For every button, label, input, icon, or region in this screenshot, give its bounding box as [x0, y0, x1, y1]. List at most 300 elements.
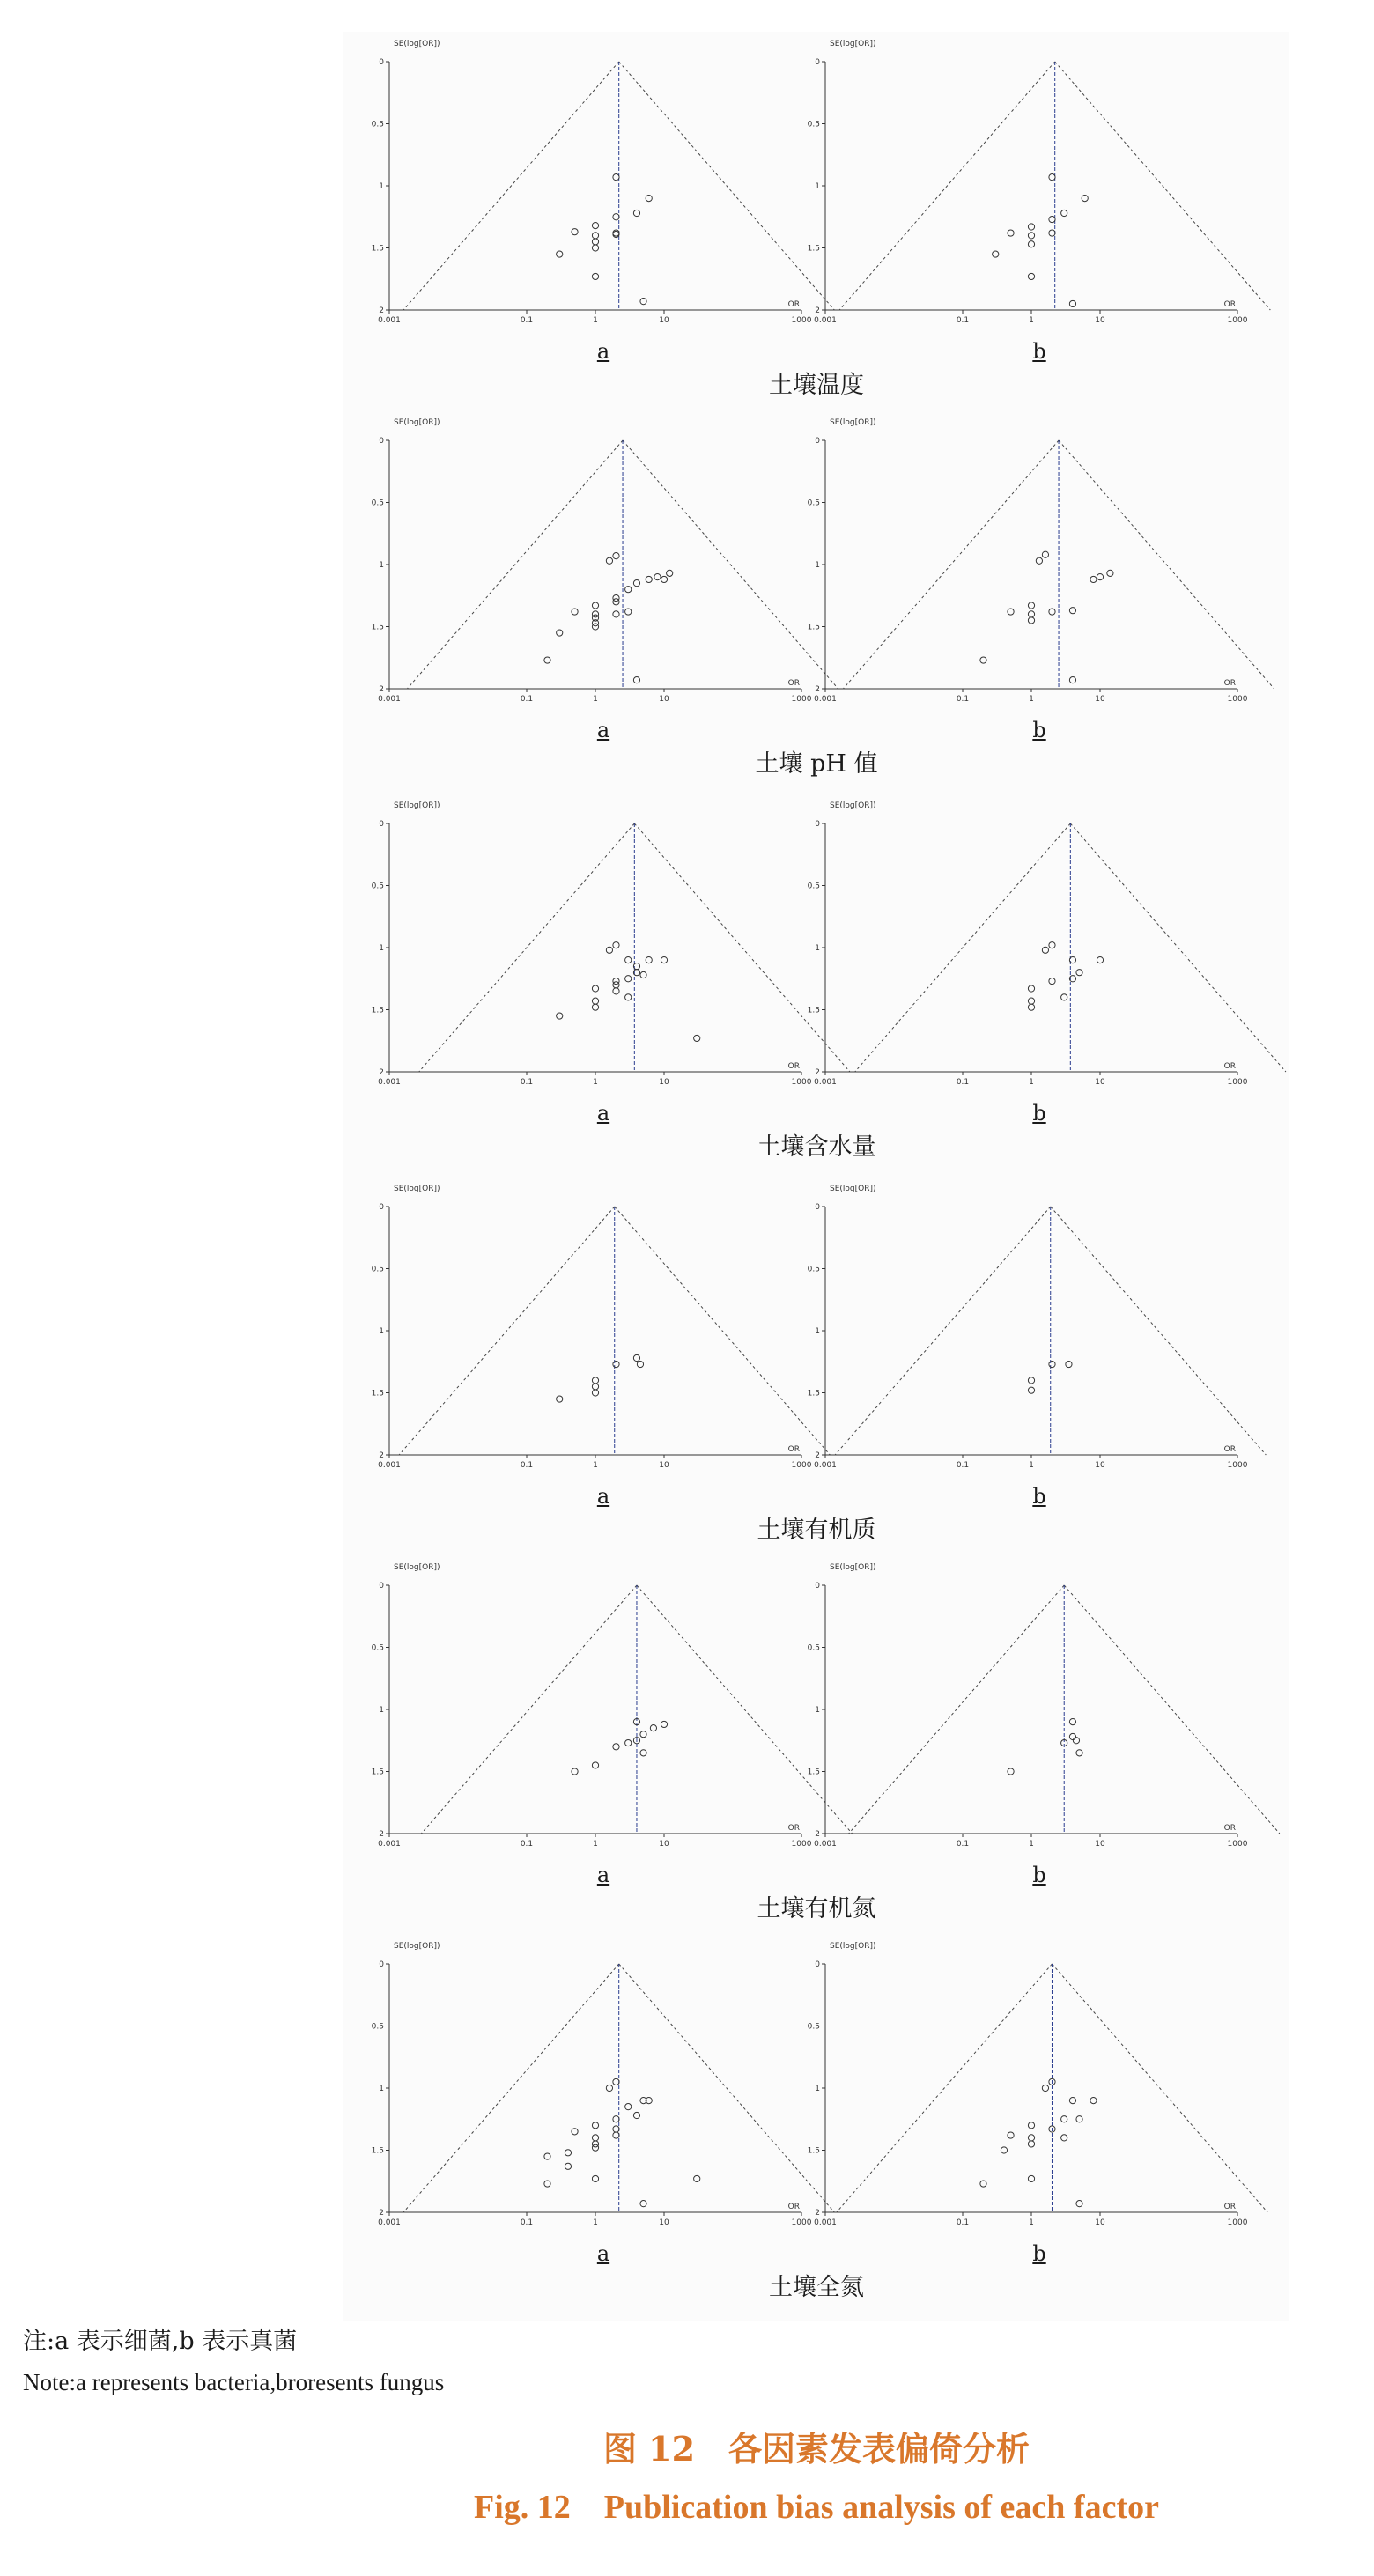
- study-point: [1069, 1719, 1075, 1725]
- y-axis-label: SE(log[OR]): [830, 1185, 876, 1193]
- x-tick-label: 1000: [791, 1078, 812, 1087]
- study-point: [1028, 1004, 1034, 1010]
- funnel-right-line: [1055, 62, 1271, 310]
- x-tick-label: 0.1: [520, 2218, 534, 2227]
- funnel-right-line: [1052, 1964, 1267, 2212]
- study-point: [544, 2181, 550, 2187]
- study-point: [557, 630, 563, 636]
- study-point: [613, 214, 619, 220]
- x-tick-label: 1: [1029, 316, 1034, 325]
- study-point: [1076, 970, 1082, 976]
- study-point: [613, 599, 619, 605]
- y-tick-label: 1.5: [371, 2146, 384, 2156]
- x-tick-label: 1: [593, 1461, 598, 1470]
- study-point: [625, 976, 632, 982]
- study-point: [1028, 617, 1034, 624]
- study-point: [1028, 998, 1034, 1004]
- x-tick-label: 1: [593, 316, 598, 325]
- x-tick-label: 10: [659, 1461, 669, 1470]
- y-axis-label: SE(log[OR]): [394, 801, 440, 810]
- study-point: [646, 196, 652, 202]
- y-tick-label: 1.5: [807, 1006, 820, 1015]
- panel-label: b: [1032, 2241, 1046, 2266]
- study-point: [1097, 957, 1103, 963]
- y-tick-label: 1.5: [371, 1006, 384, 1015]
- funnel-right-line: [1059, 440, 1274, 689]
- study-point: [544, 657, 550, 663]
- x-tick-label: 10: [1095, 2218, 1105, 2227]
- study-point: [1061, 2135, 1067, 2141]
- y-axis-label: SE(log[OR]): [830, 1942, 876, 1951]
- x-axis-label: OR: [787, 1824, 800, 1833]
- study-point: [625, 609, 632, 615]
- study-point: [1001, 2147, 1007, 2153]
- study-point: [592, 273, 598, 279]
- y-tick-label: 0: [379, 1960, 384, 1969]
- study-point: [1008, 2132, 1014, 2138]
- x-tick-label: 1000: [1227, 2218, 1248, 2227]
- funnel-plot-rows-3-panels-1: [806, 1180, 1246, 1471]
- funnel-plot-rows-4-panels-1: [806, 1559, 1246, 1849]
- study-point: [613, 2126, 619, 2132]
- study-point: [613, 174, 619, 181]
- panel-label: b: [1032, 1101, 1046, 1126]
- study-point: [1028, 2135, 1034, 2141]
- y-tick-label: 2: [379, 1830, 384, 1839]
- y-axis-label: SE(log[OR]): [830, 801, 876, 810]
- y-axis-label: SE(log[OR]): [394, 418, 440, 427]
- x-axis-label: OR: [1223, 1824, 1236, 1833]
- study-point: [1069, 2098, 1075, 2104]
- x-tick-label: 0.001: [814, 1840, 837, 1849]
- funnel-right-line: [1051, 1207, 1267, 1455]
- study-point: [1066, 1361, 1072, 1367]
- study-point: [1028, 241, 1034, 247]
- study-point: [633, 2112, 639, 2118]
- y-tick-label: 1.5: [371, 1768, 384, 1777]
- study-point: [1049, 978, 1055, 984]
- study-point: [1042, 947, 1048, 953]
- study-point: [661, 576, 667, 582]
- x-tick-label: 0.1: [956, 695, 970, 704]
- row-title: 土壤有机质: [757, 1517, 876, 1544]
- x-tick-label: 0.001: [378, 695, 401, 704]
- study-point: [606, 557, 612, 564]
- study-point: [661, 1721, 667, 1727]
- panel-label: b: [1032, 339, 1046, 364]
- study-point: [613, 611, 619, 617]
- x-tick-label: 1000: [791, 316, 812, 325]
- x-tick-label: 10: [659, 695, 669, 704]
- x-tick-label: 0.001: [814, 316, 837, 325]
- y-tick-label: 1.5: [807, 623, 820, 632]
- x-tick-label: 1: [1029, 2218, 1034, 2227]
- study-point: [1076, 2116, 1082, 2122]
- x-tick-label: 10: [1095, 1461, 1105, 1470]
- x-tick-label: 10: [1095, 695, 1105, 704]
- x-tick-label: 1: [1029, 1840, 1034, 1849]
- x-tick-label: 0.1: [956, 1461, 970, 1470]
- study-point: [633, 1354, 639, 1361]
- y-axis-label: SE(log[OR]): [830, 40, 876, 48]
- x-tick-label: 1000: [791, 2218, 812, 2227]
- row-title: 土壤含水量: [757, 1133, 876, 1161]
- x-tick-label: 10: [1095, 316, 1105, 325]
- study-point: [606, 2085, 612, 2091]
- study-point: [661, 957, 667, 963]
- study-point: [1073, 1738, 1079, 1744]
- y-axis-label: SE(log[OR]): [394, 1942, 440, 1951]
- study-point: [1028, 1377, 1034, 1384]
- funnel-left-line: [839, 62, 1055, 310]
- y-tick-label: 0: [815, 58, 820, 67]
- y-tick-label: 1: [379, 182, 384, 191]
- study-point: [572, 1768, 578, 1775]
- study-point: [592, 998, 598, 1004]
- y-tick-label: 1: [815, 182, 820, 191]
- x-tick-label: 0.001: [378, 1461, 401, 1470]
- study-point: [1028, 224, 1034, 230]
- study-point: [654, 574, 661, 580]
- y-tick-label: 0.5: [807, 1643, 820, 1653]
- x-tick-label: 1000: [791, 695, 812, 704]
- study-point: [1049, 609, 1055, 615]
- y-tick-label: 0.5: [371, 498, 384, 508]
- study-point: [1036, 557, 1042, 564]
- row-title: 土壤温度: [769, 372, 864, 399]
- study-point: [557, 1013, 563, 1019]
- study-point: [613, 2116, 619, 2122]
- y-tick-label: 2: [379, 685, 384, 694]
- x-tick-label: 1000: [1227, 316, 1248, 325]
- study-point: [1028, 2175, 1034, 2181]
- study-point: [633, 210, 639, 216]
- x-tick-label: 1: [1029, 1078, 1034, 1087]
- x-tick-label: 0.1: [956, 1078, 970, 1087]
- study-point: [1069, 1733, 1075, 1739]
- study-point: [625, 2104, 632, 2110]
- study-point: [592, 624, 598, 630]
- study-point: [592, 1004, 598, 1010]
- study-point: [1076, 1750, 1082, 1756]
- study-point: [1069, 957, 1075, 963]
- study-point: [1049, 230, 1055, 236]
- caption-cn: 图 12 各因素发表偏倚分析: [602, 2429, 1030, 2469]
- study-point: [592, 2175, 598, 2181]
- study-point: [694, 2175, 700, 2181]
- x-tick-label: 1: [593, 1840, 598, 1849]
- study-point: [640, 1750, 646, 1756]
- study-point: [592, 611, 598, 617]
- study-point: [1076, 2201, 1082, 2207]
- y-tick-label: 1.5: [371, 1389, 384, 1399]
- panel-label: a: [596, 718, 610, 742]
- study-point: [592, 985, 598, 992]
- panel-label: a: [596, 1863, 610, 1887]
- x-axis-label: OR: [1223, 300, 1236, 309]
- study-point: [993, 251, 999, 257]
- x-tick-label: 0.1: [956, 1840, 970, 1849]
- y-tick-label: 2: [379, 1068, 384, 1077]
- x-tick-label: 1000: [791, 1840, 812, 1849]
- funnel-plot-rows-3-panels-0: [370, 1180, 810, 1471]
- x-tick-label: 1: [1029, 1461, 1034, 1470]
- funnel-left-line: [407, 440, 623, 689]
- study-point: [1042, 2085, 1048, 2091]
- study-point: [606, 947, 612, 953]
- y-tick-label: 1.5: [807, 1768, 820, 1777]
- x-tick-label: 0.001: [378, 316, 401, 325]
- x-tick-label: 0.001: [378, 1078, 401, 1087]
- y-tick-label: 1: [815, 944, 820, 953]
- panel-label: a: [596, 2241, 610, 2266]
- funnel-left-line: [855, 823, 1071, 1072]
- caption-en: Fig. 12 Publication bias analysis of each factor: [474, 2489, 1159, 2526]
- funnel-left-line: [835, 1207, 1051, 1455]
- y-axis-label: SE(log[OR]): [830, 1563, 876, 1572]
- study-point: [640, 1731, 646, 1738]
- y-tick-label: 0: [379, 1203, 384, 1212]
- y-tick-label: 1: [815, 1327, 820, 1336]
- y-axis-label: SE(log[OR]): [394, 1185, 440, 1193]
- study-point: [592, 2135, 598, 2141]
- study-point: [572, 609, 578, 615]
- study-point: [1090, 576, 1097, 582]
- x-tick-label: 1: [593, 695, 598, 704]
- study-point: [1028, 2122, 1034, 2129]
- panel-label: a: [596, 339, 610, 364]
- y-tick-label: 2: [379, 1451, 384, 1460]
- funnel-left-line: [399, 1207, 615, 1455]
- study-point: [694, 1035, 700, 1041]
- study-point: [613, 553, 619, 559]
- funnel-right-line: [615, 1207, 831, 1455]
- x-axis-label: OR: [1223, 2203, 1236, 2211]
- y-tick-label: 0: [815, 1203, 820, 1212]
- panel-label: a: [596, 1484, 610, 1509]
- x-tick-label: 0.001: [378, 2218, 401, 2227]
- y-tick-label: 2: [815, 306, 820, 315]
- x-tick-label: 0.1: [520, 1078, 534, 1087]
- study-point: [572, 229, 578, 235]
- panel-label: b: [1032, 1484, 1046, 1509]
- note-cn: 注:a 表示细菌,b 表示真菌: [23, 2328, 298, 2355]
- study-point: [1069, 300, 1075, 306]
- study-point: [613, 1361, 619, 1367]
- funnel-plot-rows-0-panels-1: [806, 35, 1246, 326]
- study-point: [592, 1377, 598, 1384]
- y-tick-label: 0: [379, 1582, 384, 1591]
- x-axis-label: OR: [1223, 679, 1236, 688]
- x-tick-label: 0.1: [520, 316, 534, 325]
- x-axis-label: OR: [787, 300, 800, 309]
- study-point: [1061, 994, 1067, 1000]
- y-tick-label: 1: [379, 944, 384, 953]
- study-point: [565, 2150, 571, 2156]
- y-tick-label: 1: [379, 561, 384, 570]
- x-tick-label: 1000: [1227, 1840, 1248, 1849]
- study-point: [1090, 2098, 1097, 2104]
- study-point: [592, 2144, 598, 2151]
- y-tick-label: 2: [815, 1451, 820, 1460]
- funnel-plot-rows-1-panels-1: [806, 414, 1246, 705]
- study-point: [625, 587, 632, 593]
- y-tick-label: 1.5: [371, 244, 384, 254]
- y-tick-label: 2: [379, 2209, 384, 2218]
- y-tick-label: 2: [815, 1068, 820, 1077]
- study-point: [613, 988, 619, 994]
- study-point: [640, 971, 646, 978]
- study-point: [613, 2132, 619, 2138]
- study-point: [633, 677, 639, 683]
- funnel-plot-rows-4-panels-0: [370, 1559, 810, 1849]
- y-tick-label: 1.5: [371, 623, 384, 632]
- study-point: [592, 1762, 598, 1768]
- study-point: [557, 251, 563, 257]
- row-title: 土壤 pH 值: [755, 750, 878, 778]
- study-point: [1082, 196, 1088, 202]
- y-tick-label: 1: [815, 561, 820, 570]
- y-tick-label: 0.5: [371, 1643, 384, 1653]
- y-axis-label: SE(log[OR]): [394, 1563, 440, 1572]
- y-tick-label: 0.5: [807, 498, 820, 508]
- y-tick-label: 1.5: [807, 1389, 820, 1399]
- y-tick-label: 2: [815, 2209, 820, 2218]
- study-point: [572, 2129, 578, 2135]
- y-tick-label: 0.5: [371, 882, 384, 891]
- study-point: [1028, 985, 1034, 992]
- y-tick-label: 0: [815, 1582, 820, 1591]
- x-tick-label: 0.1: [956, 2218, 970, 2227]
- study-point: [592, 602, 598, 609]
- funnel-plot-rows-5-panels-1: [806, 1938, 1246, 2228]
- funnel-left-line: [849, 1585, 1065, 1834]
- study-point: [613, 2078, 619, 2085]
- study-point: [544, 2153, 550, 2159]
- y-tick-label: 0.5: [371, 1265, 384, 1274]
- x-tick-label: 0.1: [956, 316, 970, 325]
- y-tick-label: 0: [379, 820, 384, 829]
- y-tick-label: 0: [815, 437, 820, 446]
- x-tick-label: 0.001: [378, 1840, 401, 1849]
- study-point: [1049, 942, 1055, 948]
- study-point: [1097, 574, 1103, 580]
- funnel-plot-rows-2-panels-0: [370, 797, 810, 1088]
- study-point: [625, 994, 632, 1000]
- x-axis-label: OR: [1223, 1062, 1236, 1071]
- x-tick-label: 0.1: [520, 1840, 534, 1849]
- study-point: [667, 570, 673, 576]
- x-tick-label: 10: [659, 1078, 669, 1087]
- y-tick-label: 0.5: [371, 120, 384, 129]
- y-tick-label: 0.5: [807, 1265, 820, 1274]
- study-point: [592, 223, 598, 229]
- x-tick-label: 1: [1029, 695, 1034, 704]
- y-tick-label: 0: [379, 58, 384, 67]
- x-tick-label: 10: [1095, 1078, 1105, 1087]
- study-point: [1042, 551, 1048, 557]
- study-point: [640, 2201, 646, 2207]
- study-point: [637, 1361, 643, 1367]
- x-tick-label: 0.001: [814, 1078, 837, 1087]
- y-tick-label: 1: [379, 1706, 384, 1715]
- study-point: [1061, 2116, 1067, 2122]
- study-point: [1049, 174, 1055, 181]
- x-tick-label: 10: [659, 1840, 669, 1849]
- funnel-right-line: [619, 1964, 835, 2212]
- x-axis-label: OR: [787, 1445, 800, 1454]
- funnel-plot-rows-2-panels-1: [806, 797, 1246, 1088]
- study-point: [613, 1744, 619, 1750]
- funnel-plot-rows-0-panels-0: [370, 35, 810, 326]
- study-point: [646, 576, 652, 582]
- x-tick-label: 1: [593, 1078, 598, 1087]
- x-axis-label: OR: [1223, 1445, 1236, 1454]
- y-tick-label: 1: [815, 1706, 820, 1715]
- funnel-left-line: [421, 1585, 637, 1834]
- y-tick-label: 1.5: [807, 244, 820, 254]
- study-point: [592, 239, 598, 245]
- study-point: [980, 657, 986, 663]
- y-tick-label: 1: [815, 2085, 820, 2093]
- study-point: [613, 978, 619, 984]
- y-tick-label: 2: [815, 1830, 820, 1839]
- funnel-right-line: [619, 62, 835, 310]
- row-title: 土壤有机氮: [757, 1895, 876, 1923]
- study-point: [592, 1390, 598, 1396]
- study-point: [592, 2141, 598, 2147]
- x-tick-label: 1000: [1227, 695, 1248, 704]
- y-tick-label: 0.5: [371, 2022, 384, 2032]
- study-point: [592, 233, 598, 239]
- study-point: [1008, 230, 1014, 236]
- study-point: [1061, 210, 1067, 216]
- y-tick-label: 1: [379, 2085, 384, 2093]
- funnel-left-line: [843, 440, 1059, 689]
- study-point: [592, 245, 598, 251]
- study-point: [1028, 602, 1034, 609]
- study-point: [1028, 1387, 1034, 1393]
- funnel-left-line: [837, 1964, 1053, 2212]
- study-point: [1028, 233, 1034, 239]
- study-point: [1028, 273, 1034, 279]
- y-tick-label: 0.5: [807, 2022, 820, 2032]
- y-tick-label: 1.5: [807, 2146, 820, 2156]
- study-point: [1008, 1768, 1014, 1775]
- study-point: [592, 2122, 598, 2129]
- funnel-left-line: [403, 1964, 619, 2212]
- x-axis-label: OR: [787, 1062, 800, 1071]
- x-tick-label: 0.1: [520, 695, 534, 704]
- panel-label: b: [1032, 718, 1046, 742]
- y-tick-label: 2: [379, 306, 384, 315]
- x-tick-label: 0.001: [814, 2218, 837, 2227]
- row-title: 土壤全氮: [769, 2274, 864, 2301]
- note-en: Note:a represents bacteria,broresents fungus: [23, 2369, 445, 2395]
- x-tick-label: 0.001: [814, 1461, 837, 1470]
- funnel-plot-rows-5-panels-0: [370, 1938, 810, 2228]
- y-tick-label: 0.5: [807, 882, 820, 891]
- study-point: [613, 594, 619, 601]
- study-point: [640, 299, 646, 305]
- study-point: [613, 982, 619, 988]
- x-tick-label: 1: [593, 2218, 598, 2227]
- study-point: [633, 580, 639, 587]
- panel-label: b: [1032, 1863, 1046, 1887]
- study-point: [650, 1725, 656, 1731]
- y-tick-label: 0: [815, 1960, 820, 1969]
- y-axis-label: SE(log[OR]): [394, 40, 440, 48]
